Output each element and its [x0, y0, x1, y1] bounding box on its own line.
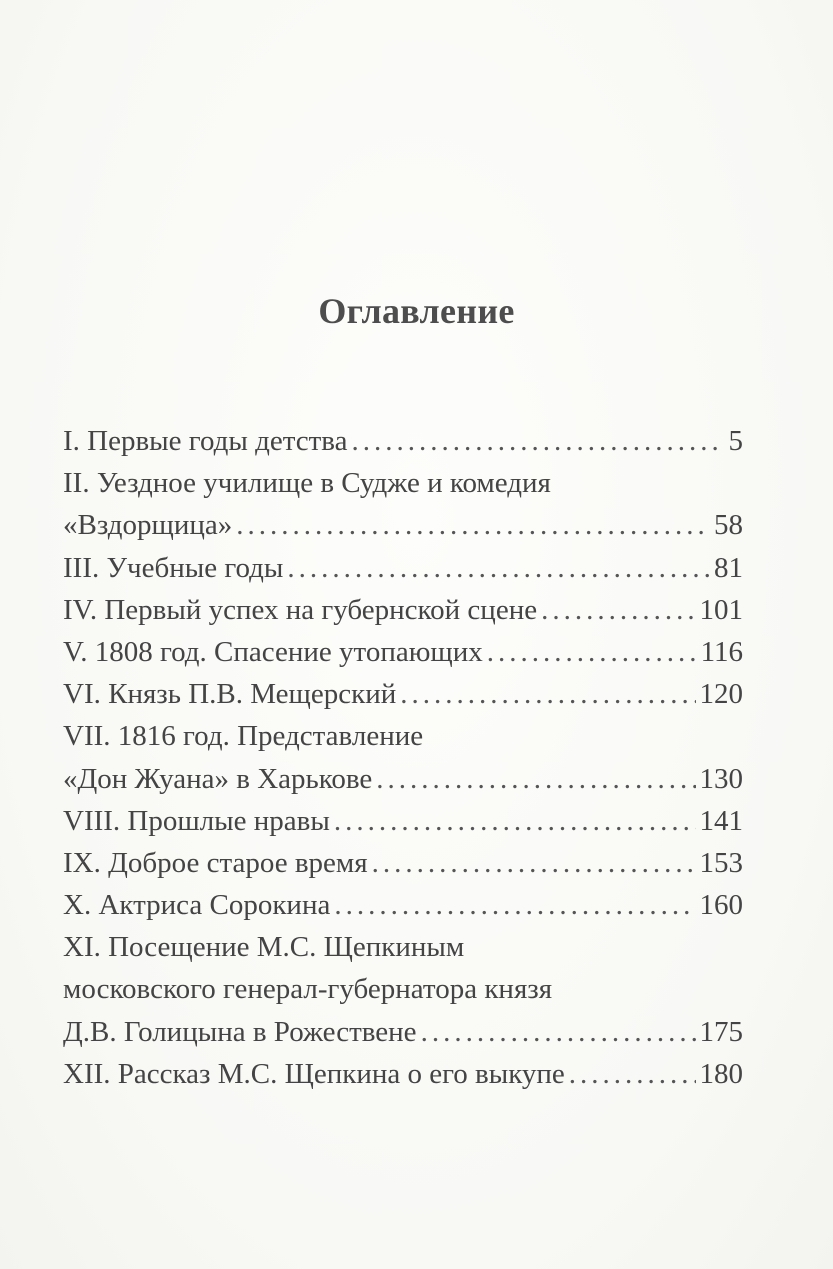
toc-page-number: 141 [699, 804, 743, 837]
dot-leader [569, 1053, 696, 1095]
toc-entry-title: I. Первые годы детства [63, 425, 348, 457]
dot-leader [376, 758, 695, 800]
dot-leader [372, 842, 696, 884]
toc-entry-line [63, 673, 743, 715]
toc-entry-line [63, 758, 743, 800]
dot-leader [487, 631, 697, 673]
toc-entry-line [63, 1053, 743, 1095]
toc-entry-title-cont: «Дон Жуана» в Харькове [63, 762, 373, 795]
dot-leader [287, 547, 710, 589]
dot-leader [334, 800, 696, 842]
toc-entry-title: IX. Доброе старое время [63, 846, 368, 879]
page-title: Оглавление [318, 291, 515, 331]
toc-page-number: 153 [699, 846, 743, 879]
toc-entry[interactable] [63, 547, 743, 589]
toc-entry[interactable] [63, 842, 743, 884]
toc-entry-title: VI. Князь П.В. Мещерский [63, 678, 397, 711]
toc-page-number: 81 [714, 551, 743, 584]
dot-leader [351, 420, 719, 462]
toc-entry[interactable] [63, 1053, 743, 1095]
toc-entry-line [63, 1011, 743, 1053]
dot-leader [400, 673, 695, 715]
toc-entry-title: IV. Первый успех на губернской сцене [63, 593, 538, 626]
toc-entry-line [63, 631, 743, 673]
toc-entry-title: II. Уездное училище в Судже и комедия [63, 467, 551, 500]
toc-page-number: 5 [728, 425, 743, 457]
toc-entry[interactable] [63, 673, 743, 715]
toc-entry-line [63, 547, 743, 589]
toc-entry[interactable] [63, 926, 743, 1053]
toc-entry-title-cont: «Вздорщица» [63, 509, 233, 542]
toc-entry[interactable] [63, 715, 743, 799]
toc-entry-line [63, 926, 743, 968]
toc-entry-line [63, 462, 743, 504]
toc-entry[interactable] [63, 884, 743, 926]
toc-entry-title: XII. Рассказ М.С. Щепкина о его выкупе [63, 1057, 565, 1090]
dot-leader [236, 504, 710, 546]
toc-entry-title: V. 1808 год. Спасение утопающих [63, 635, 483, 668]
toc-page-number: 116 [700, 635, 743, 668]
toc-entry-title: X. Актриса Сорокина [63, 889, 331, 922]
toc-entry[interactable] [63, 420, 743, 462]
toc-entry-line [63, 884, 743, 926]
dot-leader [421, 1011, 696, 1053]
toc-entry[interactable] [63, 631, 743, 673]
toc-entry[interactable] [63, 589, 743, 631]
toc-entry[interactable] [63, 800, 743, 842]
toc-page-number: 120 [699, 678, 743, 711]
toc-entry-title-cont: московского генерал-губернатора князя [63, 973, 553, 1006]
toc-entry-title: VII. 1816 год. Представление [63, 720, 424, 753]
toc-entry[interactable] [63, 462, 743, 546]
toc-page-number: 160 [699, 889, 743, 922]
toc-entry-title: III. Учебные годы [63, 551, 284, 584]
toc-entry-line [63, 842, 743, 884]
toc-entry-line [63, 504, 743, 546]
toc-entry-line [63, 800, 743, 842]
toc-page-number: 101 [699, 593, 743, 626]
toc-entry-line [63, 715, 743, 757]
toc-entry-title-cont: Д.В. Голицына в Рожествене [63, 1015, 417, 1048]
toc-entry-title: XI. Посещение М.С. Щепкиным [63, 931, 465, 964]
dot-leader [541, 589, 695, 631]
dot-leader [334, 884, 695, 926]
toc-entry-line [63, 968, 743, 1010]
toc-page-number: 130 [699, 762, 743, 795]
toc-page-number: 58 [714, 509, 743, 542]
toc-page-number: 175 [699, 1015, 743, 1048]
toc-page-number: 180 [699, 1057, 743, 1090]
toc-entry-title: VIII. Прошлые нравы [63, 804, 330, 837]
table-of-contents [63, 420, 743, 1095]
toc-entry-line [63, 589, 743, 631]
toc-entry-line [63, 420, 743, 462]
